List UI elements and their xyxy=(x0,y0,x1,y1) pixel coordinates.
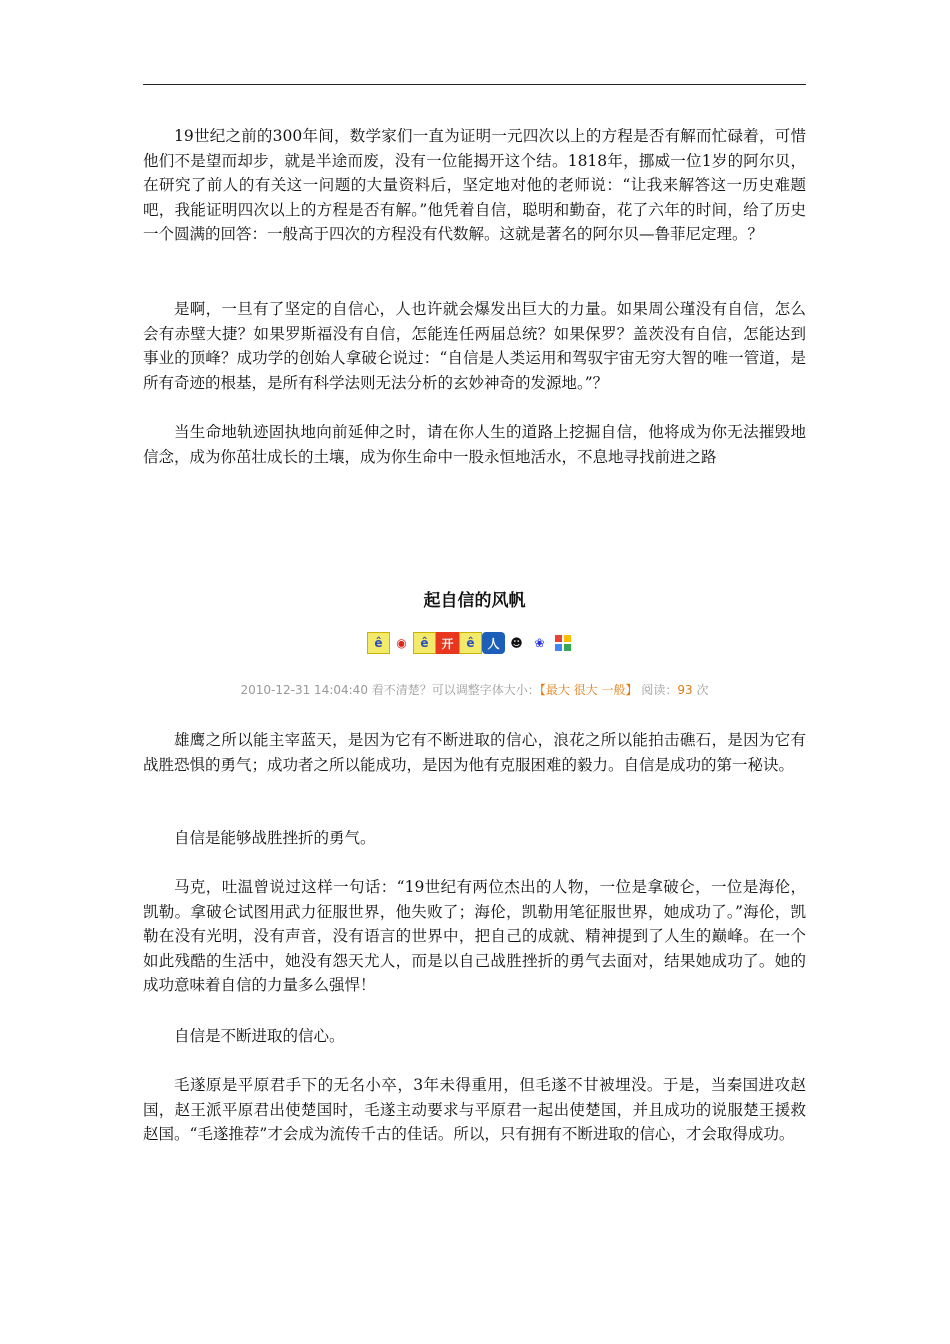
paragraph: 是啊，一旦有了坚定的自信心，人也许就会爆发出巨大的力量。如果周公瑾没有自信，怎么会有赤壁大捷？如果罗斯福没有自信，怎能连任两届总统？如果保罗？盖茨没有自信，怎能达到事业的顶峰？成功学的创始人拿破仑说过：“自信是人类运用和驾驭宇宙无穷大智的唯一管道，是所有奇迹的根基，是所有科学法则无法分析的玄妙神奇的发源地。”？ xyxy=(143,300,806,392)
paragraph: 19世纪之前的300年间，数学家们一直为证明一元四次以上的方程是否有解而忙碌着，可惜他们不是望而却步，就是半途而废，没有一位能揭开这个结。1818年，挪威一位1岁的阿尔贝，在研究了前人的有关这一问题的大量资料后，坚定地对他的老师说：“让我来解答这一历史难题吧，我能证明四次以上的方程是否有解。”他凭着自信，聪明和勤奋，花了六年的时间，给了历史一个圆满的回答：一般高于四次的方程没有代数解。这就是著名的阿尔贝—鲁菲尼定理。？ xyxy=(143,127,806,243)
font-size-max-link[interactable]: 最大 xyxy=(545,683,570,697)
paragraph: 当生命地轨迹固执地向前延伸之时，请在你人生的道路上挖掘自信，他将成为你无法摧毁地信念，成为你茁壮成长的土壤，成为你生命中一股永恒地活水，不息地寻找前进之路 xyxy=(143,423,806,466)
font-size-normal-link[interactable]: 一般 xyxy=(601,683,626,697)
font-size-large-link[interactable]: 很大 xyxy=(573,683,598,697)
kaixin-icon[interactable]: 开 xyxy=(436,632,459,654)
read-count: 93 xyxy=(677,683,693,697)
read-label: 阅读： xyxy=(641,683,678,697)
article-meta: 2010-12-31 14:04:40 看不清楚？可以调整字体大小：【最大 很大 一般】 阅读：93 次 xyxy=(240,683,709,697)
paragraph: 毛遂原是平原君手下的无名小卒，3年未得重用，但毛遂不甘被埋没。于是，当秦国进攻赵国，赵王派平原君出使楚国时，毛遂主动要求与平原君一起出使楚国，并且成功的说服楚王援救赵国。“毛遂推荐”才会成为流传千古的佳话。所以，只有拥有不断进取的信心，才会取得成功。 xyxy=(143,1076,806,1143)
article-title: 起自信的风帆 xyxy=(423,591,526,611)
paragraph: 雄鹰之所以能主宰蓝天，是因为它有不断进取的信心，浪花之所以能拍击礁石，是因为它有战胜恐惧的勇气；成功者之所以能成功，是因为他有克服困难的毅力。自信是成功的第一秘诀。 xyxy=(143,731,806,774)
ie-icon[interactable]: ê xyxy=(367,632,390,654)
share-bar xyxy=(367,632,574,654)
ie-icon[interactable]: ê xyxy=(413,632,436,654)
paragraph: 自信是不断进取的信心。 xyxy=(174,1027,345,1045)
weibo-icon[interactable]: ◉ xyxy=(390,632,413,654)
font-size-hint: 看不清楚？可以调整字体大小： xyxy=(371,683,540,697)
post-datetime: 2010-12-31 14:04:40 xyxy=(240,683,368,697)
header-rule xyxy=(143,84,806,85)
ie-icon[interactable]: ê xyxy=(459,632,482,654)
read-unit: 次 xyxy=(696,683,709,697)
paragraph: 马克，吐温曾说过这样一句话：“19世纪有两位杰出的人物，一位是拿破仑，一位是海伦，凯勒。拿破仑试图用武力征服世界，他失败了；海伦，凯勒用笔征服世界，她成功了。”海伦，凯勒在没有光明，没有声音，没有语言的世界中，把自己的成就、精神提到了人生的巅峰。在一个如此残酷的生活中，她没有怨天尤人，而是以自己战胜挫折的勇气去面对，结果她成功了。她的成功意味着自信的力量多么强悍！ xyxy=(143,878,806,994)
qq-icon[interactable]: ☻ xyxy=(510,636,523,650)
google-icon[interactable] xyxy=(551,632,574,654)
renren-icon[interactable]: 人 xyxy=(482,632,505,654)
paragraph: 自信是能够战胜挫折的勇气。 xyxy=(174,829,376,847)
baidu-icon[interactable]: ❀ xyxy=(534,636,545,650)
